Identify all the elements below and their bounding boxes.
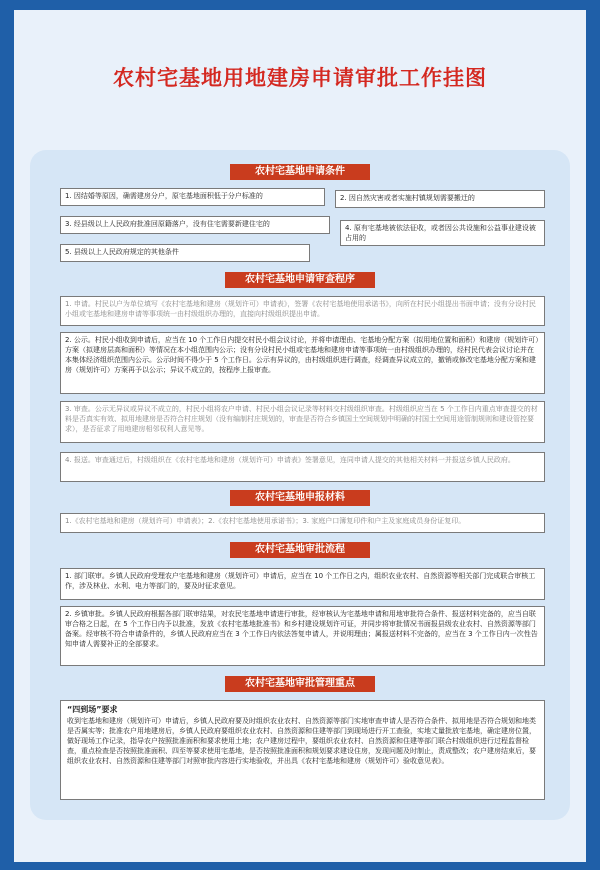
approval-step-joint-review: 1. 部门联审。乡镇人民政府受理农户宅基地和建房（规划许可）申请后，应当在 10 个工作日之内，组织农业农村、自然资源等相关部门完成联合审核工作，涉及林业、水利、电力等部门的，要及时征求意见。	[60, 568, 545, 600]
management-text: 收到宅基地和建房（规划许可）申请后，乡镇人民政府要及时组织农业农村、自然资源等部门实地审查申请人是否符合条件、拟用地是否符合规划和地类是否属实等；批准农户用地建房后，乡镇人民政府要组织农业农村、自然资源和住建等部门到现场进行开工查验，实地丈量批放宅基地，确定建房位置，做好现场工作记录，指导农户按照批准面积和要求使用土地；农户建房过程中，要组织农业农村、自然资源和住建等部门联合村级组织进行过程监督检查，重点检查是否按照批准面积、四至等要求使用宅基地，是否按照批准面积和规划要求建设住房，发现问题及时制止，责成整改；农户建房结束后，要组织农业农村、自然资源和住建等部门对照审批内容进行实地验收，并出具《农村宅基地和建房（规划许可）验收意见表》。	[67, 717, 536, 765]
approval-step-township: 2. 乡镇审批。乡镇人民政府根据各部门联审结果，对农民宅基地申请进行审批，经审核认为宅基地申请和用地审批符合条件、报送材料完备的，应当自联审合格之日起，在 5 个工作日内予以批准，发放《农村宅基地批准书》和乡村建设规划许可证，并同步将审批情况书面报县级农业农村、自然资源等部门备案。经审核不符合申请条件的，乡镇人民政府应当在 3 个工作日内依法答复申请人，并说明理由；属报送材料不完备的，应当在 3 个工作日内一次性告知申请人需要补正的全部要求。	[60, 606, 545, 666]
condition-item: 5. 县级以上人民政府规定的其他条件	[60, 244, 310, 262]
procedure-step-submit: 4. 报送。审查通过后，村级组织在《农村宅基地和建房（规划许可）申请表》签署意见，连同申请人提交的其他相关材料一并报送乡镇人民政府。	[60, 452, 545, 482]
management-box	[60, 700, 545, 800]
section-heading-approval: 农村宅基地审批流程	[230, 542, 370, 558]
section-heading-conditions: 农村宅基地申请条件	[230, 164, 370, 180]
condition-item: 2. 因自然灾害或者实施村镇规划需要搬迁的	[335, 190, 545, 208]
section-heading-materials: 农村宅基地申报材料	[230, 490, 370, 506]
procedure-step-publicize: 2. 公示。村民小组收到申请后，应当在 10 个工作日内提交村民小组会议讨论，并将申请理由、宅基地分配方案（拟用地位置和面积）和建房（规划许可）方案（拟建房层高和面积）等情况在本小组范围内公示；没有分设村民小组或宅基地和建房申请等事项统一由村级组织办理的，经村民代表会议讨论并在本集体经济组织范围内公示。公示时间不得少于 5 个工作日。公示有异议的，由村级组织进行调查，经调查异议成立的，撤销或修改宅基地分配方案和建房（规划许可）方案再予以公示；异议不成立的，按程序上报审查。	[60, 332, 545, 394]
condition-item: 3. 经县级以上人民政府批准回原籍落户，没有住宅需要新建住宅的	[60, 216, 330, 234]
materials-list: 1.《农村宅基地和建房（规划许可）申请表》；2.《农村宅基地使用承诺书》；3. 家庭户口簿复印件和户主及家庭成员身份证复印。	[60, 513, 545, 533]
section-heading-procedure: 农村宅基地申请审查程序	[225, 272, 375, 288]
procedure-step-review: 3. 审查。公示无异议或异议不成立的，村民小组将农户申请、村民小组会议记录等材料交村级组织审查。村级组织应当在 5 个工作日内重点审查提交的材料是否真实有效、拟用地建房是否符合村庄规划（没有编制村庄规划的，审查是否符合乡镇国土空间规划中明确的村国土空间用途管制规则和建设管控要求），是否征求了用地建房相邻权利人意见等。	[60, 401, 545, 443]
management-subtitle: “四到场”要求	[67, 705, 118, 714]
page-title: 农村宅基地用地建房申请审批工作挂图	[113, 66, 487, 90]
procedure-step-apply: 1. 申请。村民以户为单位填写《农村宅基地和建房（规划许可）申请表》，签署《农村宅基地使用承诺书》，向所在村民小组提出书面申请；没有分设村民小组或宅基地和建房申请等事项统一由村级组织办理的，直接向村级组织提出申请。	[60, 296, 545, 326]
section-heading-management: 农村宅基地审批管理重点	[225, 676, 375, 692]
condition-item: 1. 因结婚等原因，确需建房分户，原宅基地面积低于分户标准的	[60, 188, 325, 206]
condition-item: 4. 原有宅基地被依法征收，或者因公共设施和公益事业建设被占用的	[340, 220, 545, 246]
